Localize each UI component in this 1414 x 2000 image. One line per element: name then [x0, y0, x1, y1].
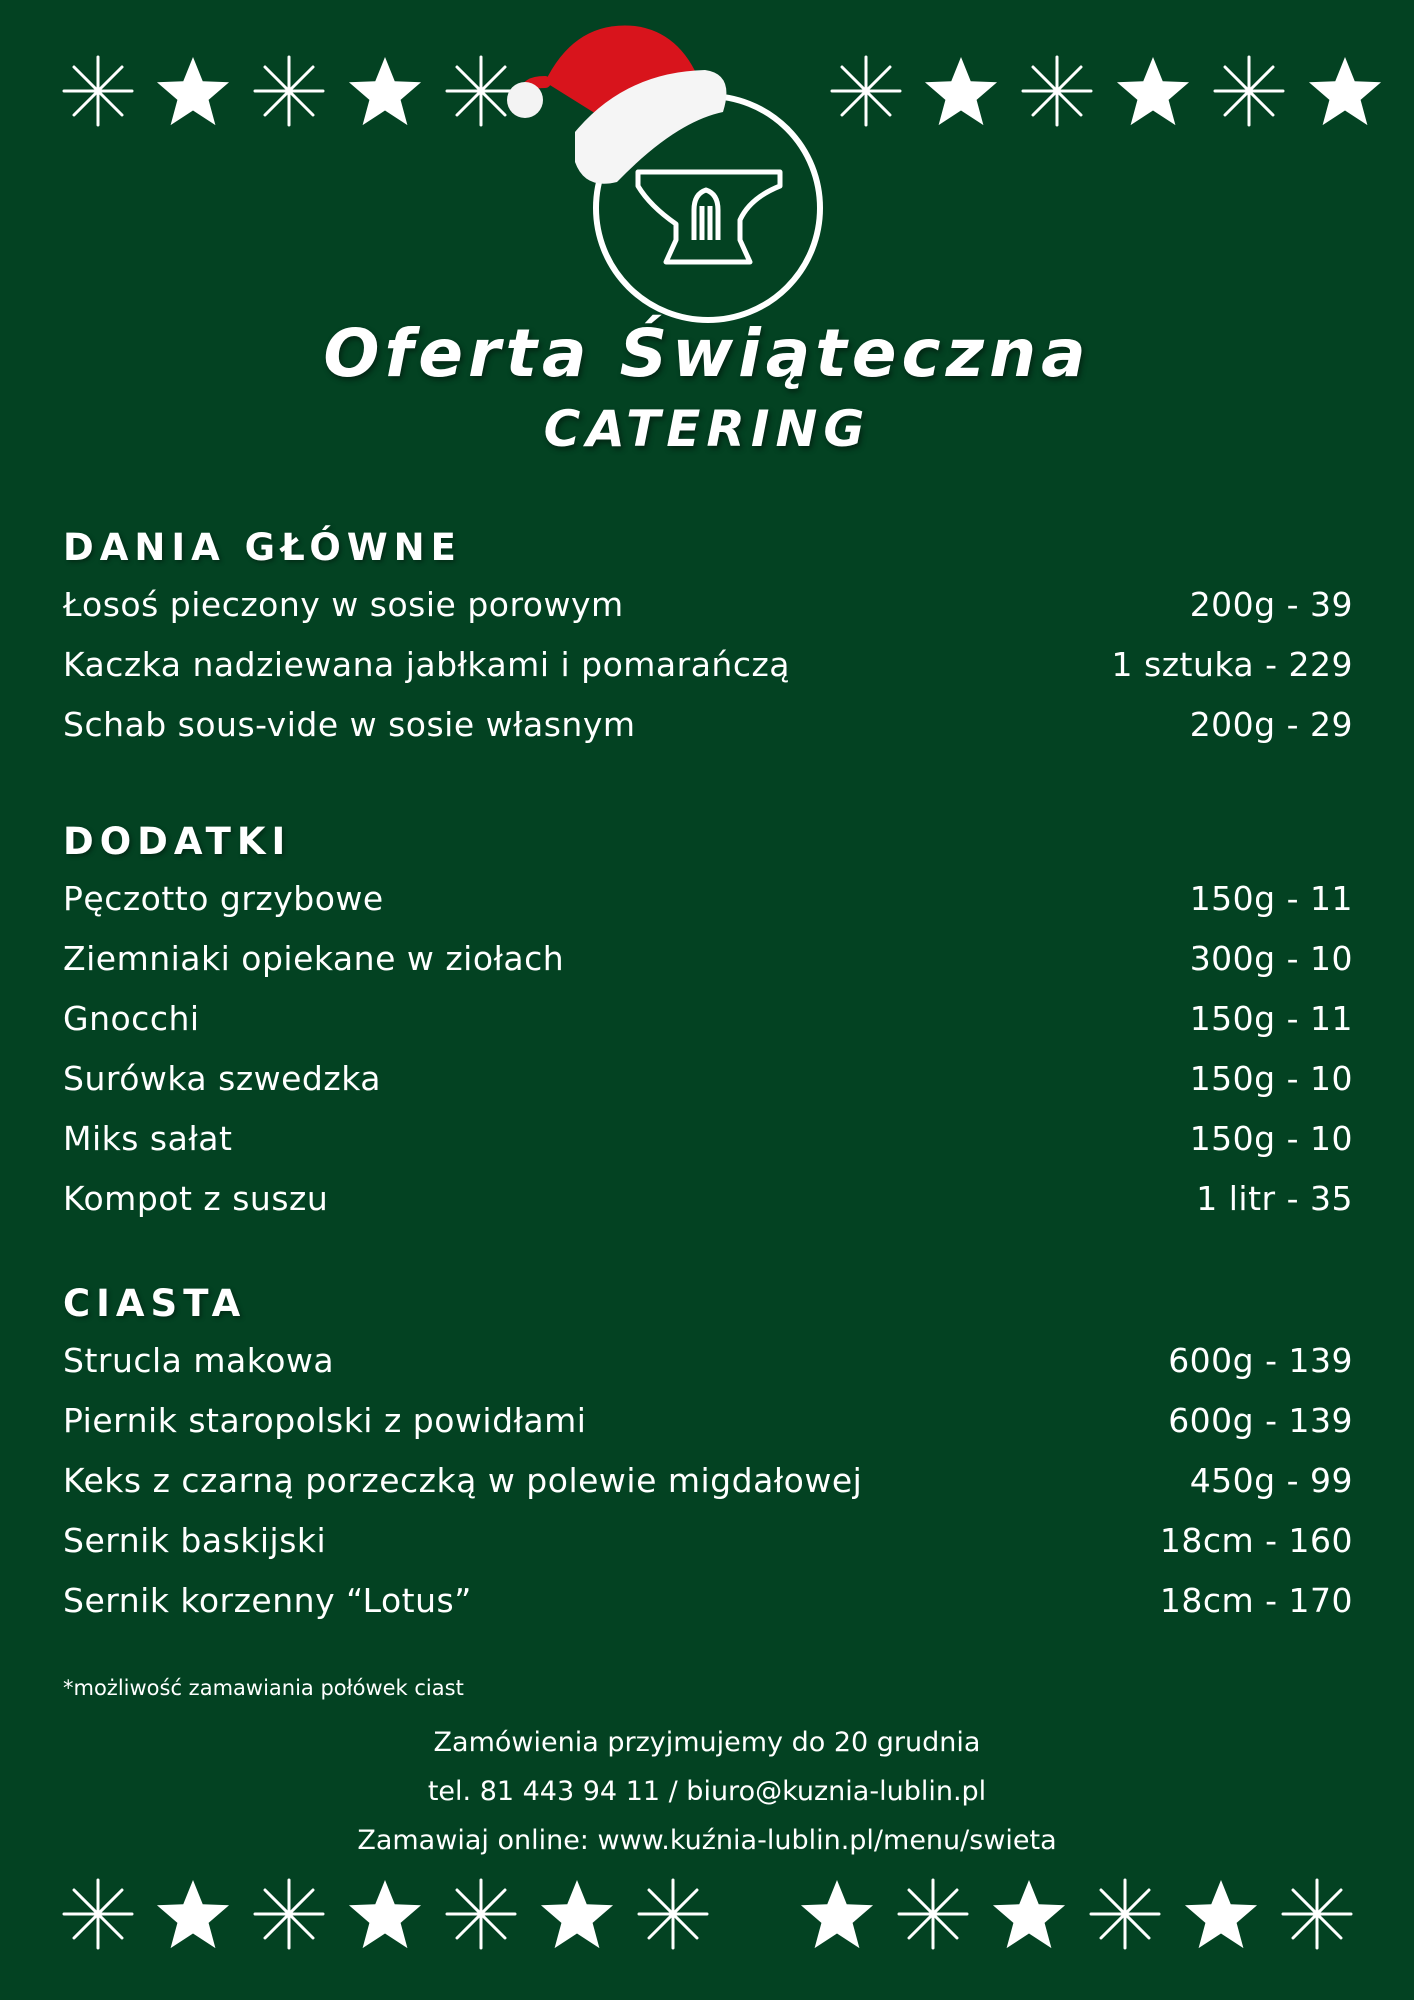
page-subtitle: CATERING — [543, 400, 871, 458]
menu-item — [63, 928, 1353, 988]
snowflake-icon — [253, 1878, 325, 1950]
snowflake-icon — [897, 1878, 969, 1950]
item-price: 450g - 99 — [1189, 1460, 1353, 1500]
menu-item — [63, 634, 1353, 694]
section-heading: DANIA GŁÓWNE — [63, 526, 462, 569]
star-icon — [1306, 55, 1384, 131]
item-price: 600g - 139 — [1168, 1400, 1353, 1440]
star-icon — [1114, 55, 1192, 131]
item-name: Sernik korzenny “Lotus” — [63, 1580, 472, 1620]
section-main-dishes — [63, 522, 1353, 754]
contact-info: tel. 81 443 94 11 / biuro@kuznia-lublin.pl — [427, 1776, 987, 1807]
item-price: 1 sztuka - 229 — [1111, 644, 1353, 684]
snowflake-icon — [445, 1878, 517, 1950]
menu-item — [63, 1048, 1353, 1108]
item-name: Ziemniaki opiekane w ziołach — [63, 938, 565, 978]
section-cakes — [63, 1278, 1353, 1630]
snowflake-icon — [253, 55, 325, 127]
item-name: Sernik baskijski — [63, 1520, 327, 1560]
section-heading: DODATKI — [63, 820, 292, 863]
menu-item — [63, 1168, 1353, 1228]
item-name: Kompot z suszu — [63, 1178, 329, 1218]
snowflake-icon — [1213, 55, 1285, 127]
item-name: Surówka szwedzka — [63, 1058, 381, 1098]
santa-hat-icon — [505, 12, 731, 192]
menu-item — [63, 988, 1353, 1048]
item-price: 1 litr - 35 — [1196, 1178, 1353, 1218]
item-name: Piernik staropolski z powidłami — [63, 1400, 587, 1440]
menu-item — [63, 1570, 1353, 1630]
menu-item — [63, 574, 1353, 634]
star-icon — [1182, 1878, 1260, 1954]
item-price: 300g - 10 — [1189, 938, 1353, 978]
item-price: 150g - 11 — [1189, 878, 1353, 918]
star-icon — [154, 55, 232, 131]
snowflake-icon — [1021, 55, 1093, 127]
star-icon — [346, 1878, 424, 1954]
item-name: Keks z czarną porzeczką w polewie migdałowej — [63, 1460, 863, 1500]
item-price: 600g - 139 — [1168, 1340, 1353, 1380]
menu-item — [63, 1510, 1353, 1570]
section-sides — [63, 816, 1353, 1228]
section-heading: CIASTA — [63, 1282, 247, 1325]
item-price: 150g - 10 — [1189, 1118, 1353, 1158]
menu-item — [63, 1108, 1353, 1168]
snowflake-icon — [637, 1878, 709, 1950]
snowflake-icon — [62, 55, 134, 127]
bottom-decoration-row — [0, 1878, 1414, 1978]
item-price: 150g - 11 — [1189, 998, 1353, 1038]
star-icon — [990, 1878, 1068, 1954]
item-name: Łosoś pieczony w sosie porowym — [63, 584, 624, 624]
item-name: Pęczotto grzybowe — [63, 878, 384, 918]
snowflake-icon — [830, 55, 902, 127]
menu-item — [63, 1330, 1353, 1390]
star-icon — [798, 1878, 876, 1954]
menu-item — [63, 868, 1353, 928]
item-price: 200g - 29 — [1189, 704, 1353, 744]
menu-item — [63, 1390, 1353, 1450]
item-name: Gnocchi — [63, 998, 200, 1038]
half-cake-note: *możliwość zamawiania połówek ciast — [63, 1676, 464, 1700]
item-name: Miks sałat — [63, 1118, 233, 1158]
item-name: Kaczka nadziewana jabłkami i pomarańczą — [63, 644, 791, 684]
menu-item — [63, 694, 1353, 754]
item-price: 18cm - 160 — [1159, 1520, 1353, 1560]
snowflake-icon — [1281, 1878, 1353, 1950]
star-icon — [154, 1878, 232, 1954]
item-name: Strucla makowa — [63, 1340, 335, 1380]
item-price: 150g - 10 — [1189, 1058, 1353, 1098]
star-icon — [922, 55, 1000, 131]
item-price: 18cm - 170 — [1159, 1580, 1353, 1620]
star-icon — [538, 1878, 616, 1954]
snowflake-icon — [1089, 1878, 1161, 1950]
menu-item — [63, 1450, 1353, 1510]
order-deadline: Zamówienia przyjmujemy do 20 grudnia — [433, 1727, 981, 1758]
item-name: Schab sous-vide w sosie własnym — [63, 704, 636, 744]
star-icon — [346, 55, 424, 131]
item-price: 200g - 39 — [1189, 584, 1353, 624]
footer — [0, 1718, 1414, 1865]
snowflake-icon — [62, 1878, 134, 1950]
page-title: Oferta Świąteczna — [323, 315, 1091, 392]
online-order-link[interactable]: Zamawiaj online: www.kuźnia-lublin.pl/menu/swieta — [357, 1825, 1057, 1856]
